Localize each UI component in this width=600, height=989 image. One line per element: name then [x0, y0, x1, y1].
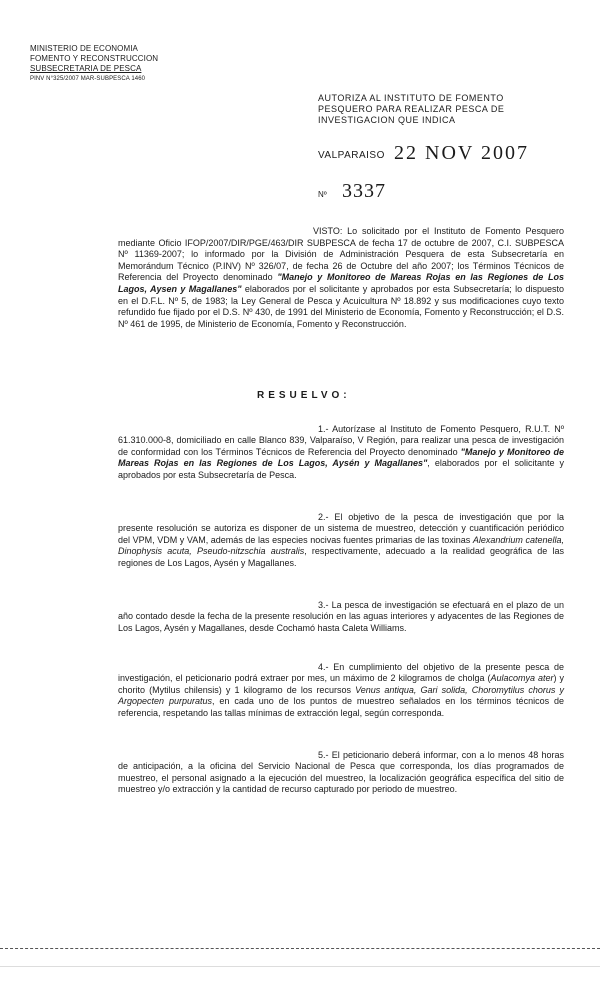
visto-project: "Manejo y Monitoreo de Mareas Rojas en las Regiones de Los Lagos, Aysen y Magallanes" — [118, 272, 564, 294]
item-number: 5.- — [318, 750, 329, 760]
title-line-3: INVESTIGACION QUE INDICA — [318, 115, 456, 125]
title-line-2: PESQUERO PARA REALIZAR PESCA DE — [318, 104, 505, 114]
bottom-divider — [0, 948, 600, 949]
city: VALPARAISO — [318, 150, 385, 161]
item-text: El objetivo de la pesca de investigación que por la presente resolución se autoriza es disponer de un sistema de muestreo, detección y cuantificación periódico del VPM, VDM y VAM, además de las especies nocivas fuentes primarias de las toxinas — [118, 512, 564, 545]
page-edge — [0, 966, 600, 989]
item-species-2: Venus antiqua, Gari solida, Choromytilus chorus y Argopecten purpuratus — [118, 684, 564, 707]
item-2 — [118, 512, 564, 569]
item-text: El peticionario deberá informar, con a lo menos 48 horas de anticipación, a la oficina del Servicio Nacional de Pesca que corresponda, los días programados de muestreo, el personal asignado a la ejecución del muestreo, la localización geográfica específica del sitio de muestreo y/o extracción y la cantidad de recurso capturado por periodo de muestreo. — [118, 750, 564, 795]
item-text-end: , respectivamente, adecuado a la realidad geográfica de las regiones de Los Lagos, Aysén y Magallanes. — [118, 546, 564, 568]
item-number: 3.- — [318, 600, 329, 610]
resolution-title — [318, 93, 568, 126]
item-1 — [118, 424, 564, 481]
resolution-number: 3337 — [342, 180, 386, 202]
item-number: 2.- — [318, 512, 329, 522]
visto-text: Lo solicitado por el Instituto de Fomento Pesquero mediante Oficio IFOP/2007/DIR/PGE/463/DIR SUBPESCA de fecha 17 de octubre de 2007, C.I. SUBPESCA Nº 11369-2007; lo informado por la División de Administración Pesquera de esta Subsecretaría en Memorándum Técnico (P.INV) Nº 326/07, de fecha 26 de Octubre del año 2007; los Términos Técnicos de Referencia del Proyecto denominado — [118, 226, 564, 283]
item-text-end: , en cada uno de los puntos de muestreo señalados en los términos técnicos de referencia, respetando las tallas mínimas de extracción legal, según corresponda. — [118, 696, 565, 718]
ministry-line-3: SUBSECRETARIA DE PESCA — [30, 64, 142, 73]
item-text: Autorízase al Instituto de Fomento Pesquero, R.U.T. Nº 61.310.000-8, domiciliado en calle Blanco 839, Valparaíso, V Región, para realizar una pesca de investigación de conformidad con los Términos Técnicos de Referencia del Proyecto denominado — [118, 424, 564, 457]
visto-paragraph — [118, 226, 564, 330]
item-4 — [118, 662, 564, 719]
item-number: 4.- — [318, 662, 329, 672]
item-number: 1.- — [318, 424, 329, 434]
item-text: En cumplimiento del objetivo de la presente pesca de investigación, el peticionario podrá extraer por mes, un máximo de 2 kilogramos de cholga ( — [118, 662, 564, 684]
number-label: Nº — [318, 190, 327, 199]
visto-text-2: elaborados por el solicitante y aprobados por esta Subsecretaría; lo dispuesto en el D.F.L. Nº 5, de 1983; la Ley General de Pesca y Acuicultura Nº 18.892 y sus modificaciones cuyo texto refundido fue fijado por el D.S. Nº 430, de 1991 del Ministerio de Economía, Fomento y Reconstrucción; el D.S. Nº 461 de 1995, de Ministerio de Economía, Fomento y Reconstrucción. — [118, 283, 564, 329]
ministry-line-4: PINV N°325/2007 MAR-SUBPESCA 1460 — [30, 76, 146, 82]
item-project: "Manejo y Monitoreo de Mareas Rojas en las Regiones de Los Lagos, Aysén y Magallanes" — [118, 446, 564, 469]
resuelvo-heading: RESUELVO: — [257, 390, 351, 401]
ministry-line-1: MINISTERIO DE ECONOMIA — [30, 44, 138, 53]
ministry-letterhead — [30, 44, 190, 84]
item-3 — [118, 600, 564, 634]
item-text: La pesca de investigación se efectuará en el plazo de un año contado desde la fecha de la presente resolución en las aguas interiores y adyacentes de las Regiones de Los Lagos, Aysén y Magallanes, desde Cochamó hasta Caleta Williams. — [118, 600, 564, 633]
ministry-line-2: FOMENTO Y RECONSTRUCCION — [30, 54, 159, 63]
date-stamp: 22 NOV 2007 — [394, 142, 529, 164]
item-species: Aulacomya ater — [490, 673, 554, 684]
title-line-1: AUTORIZA AL INSTITUTO DE FOMENTO — [318, 93, 504, 103]
item-5 — [118, 750, 564, 796]
item-text-end: , elaborados por el solicitante y aprobados por esta Subsecretaría de Pesca. — [118, 458, 564, 480]
visto-label: VISTO: — [313, 226, 343, 236]
item-species: Alexandrium catenella, Dinophysis acuta, Pseudo-nitzschia australis — [118, 534, 564, 557]
item-text-mid: ) y chorito (Mytilus chilensis) y 1 kilogramo de los recursos — [118, 673, 565, 695]
